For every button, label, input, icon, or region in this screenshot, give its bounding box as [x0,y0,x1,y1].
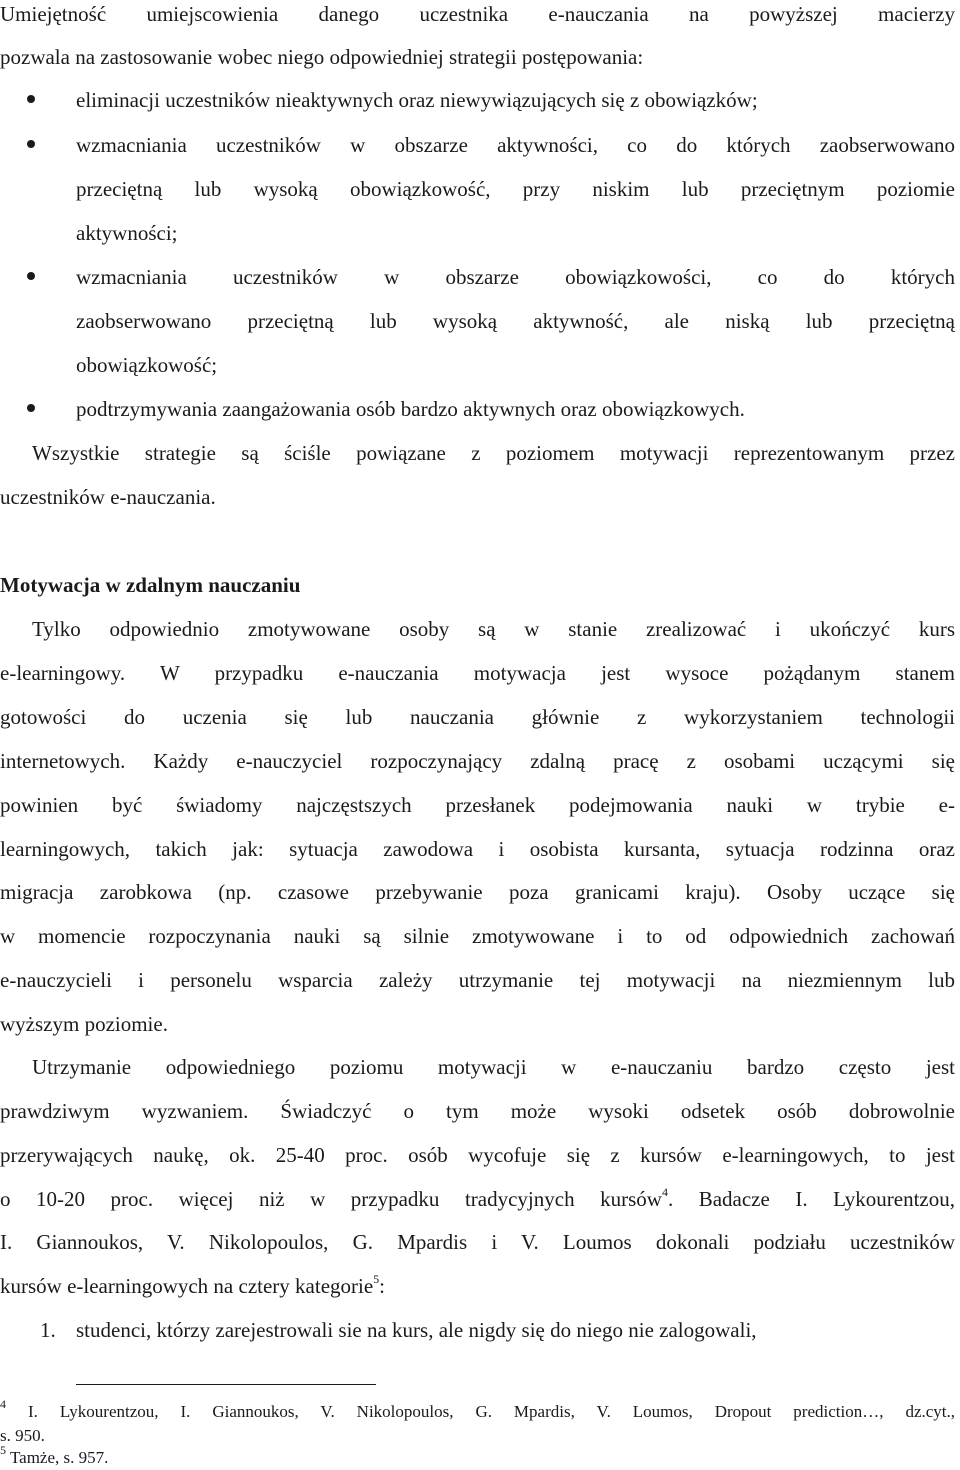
paragraph-1-line: internetowych. Każdy e-nauczyciel rozpoczynający zdalną pracę z osobami uczącymi się [0,749,955,773]
paragraph-2-line: Utrzymanie odpowiedniego poziomu motywacji w e-nauczaniu bardzo często jest [32,1055,955,1079]
summary-line-1: Wszystkie strategie są ściśle powiązane z poziomem motywacji reprezentowanym przez [32,441,955,465]
paragraph-2-text: . Badacze I. Lykourentzou, [667,1187,955,1211]
paragraph-2-line [0,1274,955,1298]
paragraph-1-line: e-learningowy. W przypadku e-nauczania motywacja jest wysoce pożądanym stanem [0,661,955,685]
bullet-item-3-line-1: wzmacniania uczestników w obszarze obowiązkowości, co do których [76,265,955,289]
footnote-text: Tamże, s. 957. [9,1448,109,1467]
footnote-5 [0,1443,109,1468]
paragraph-2-text: : [379,1274,386,1298]
bullet-item-2-line-2: przeciętną lub wysoką obowiązkowość, przy niskim lub przeciętnym poziomie [76,177,955,201]
bullet-icon [27,95,35,103]
paragraph-1-line: Tylko odpowiednio zmotywowane osoby są w stanie zrealizować i ukończyć kurs [32,617,955,641]
bullet-item-2-line-1: wzmacniania uczestników w obszarze aktywności, co do których zaobserwowano [76,133,955,157]
footnote-ref-5[interactable]: 5 [373,1272,380,1286]
bullet-icon [27,272,35,280]
bullet-item-2-line-3: aktywności; [76,221,178,245]
summary-line-2: uczestników e-nauczania. [0,485,216,509]
list-number: 1. [40,1318,56,1342]
bullet-item-4: podtrzymywania zaangażowania osób bardzo aktywnych oraz obowiązkowych. [76,397,745,421]
paragraph-1-line: e-nauczycieli i personelu wsparcia zależy utrzymanie tej motywacji na niezmiennym lub [0,968,955,992]
paragraph-2-text: o 10-20 proc. więcej niż w przypadku tradycyjnych kursów [0,1187,662,1211]
footnote-4 [0,1397,956,1422]
paragraph-2-line: przerywających naukę, ok. 25-40 proc. osób wycofuje się z kursów e-learningowych, to jest [0,1143,955,1167]
paragraph-1-line: gotowości do uczenia się lub nauczania głównie z wykorzystaniem technologii [0,705,955,729]
footnote-text: I. Lykourentzou, I. Giannoukos, V. Nikolopoulos, G. Mpardis, V. Loumos, Dropout prediction…, dz.cyt., [27,1402,956,1421]
intro-line-2: pozwala na zastosowanie wobec niego odpowiedniej strategii postępowania: [0,45,644,69]
footnote-separator [76,1384,376,1385]
paragraph-1-line: migracja zarobkowa (np. czasowe przebywanie poza granicami kraju). Osoby uczące się [0,880,955,904]
paragraph-2-text: kursów e-learningowych na cztery kategorie [0,1274,374,1298]
paragraph-1-line: powinien być świadomy najczęstszych przesłanek podejmowania nauki w trybie e- [0,793,955,817]
list-item: studenci, którzy zarejestrowali sie na kurs, ale nigdy się do niego nie zalogowali, [76,1318,757,1342]
section-heading: Motywacja w zdalnym nauczaniu [0,573,301,597]
footnote-mark: 4 [0,1397,6,1412]
paragraph-2-line: prawdziwym wyzwaniem. Świadczyć o tym może wysoki odsetek osób dobrowolnie [0,1099,955,1123]
bullet-icon [27,140,35,148]
footnote-mark: 5 [0,1443,6,1458]
bullet-item-3-line-2: zaobserwowano przeciętną lub wysoką aktywność, ale niską lub przeciętną [76,309,955,333]
paragraph-1-line: w momencie rozpoczynania nauki są silnie zmotywowane i to od odpowiednich zachowań [0,924,955,948]
paragraph-1-line: wyższym poziomie. [0,1012,168,1036]
intro-line-1: Umiejętność umiejscowienia danego uczestnika e-nauczania na powyższej macierzy [0,2,955,26]
paragraph-2-line [0,1187,955,1211]
paragraph-2-line: I. Giannoukos, V. Nikolopoulos, G. Mpardis i V. Loumos dokonali podziału uczestników [0,1230,955,1254]
bullet-icon [27,404,35,412]
bullet-item-1: eliminacji uczestników nieaktywnych oraz niewywiązujących się z obowiązków; [76,88,758,112]
footnote-ref-4[interactable]: 4 [661,1185,668,1199]
footnote-4-cont: s. 950. [0,1426,45,1445]
paragraph-1-line: learningowych, takich jak: sytuacja zawodowa i osobista kursanta, sytuacja rodzinna oraz [0,837,955,861]
bullet-item-3-line-3: obowiązkowość; [76,353,218,377]
